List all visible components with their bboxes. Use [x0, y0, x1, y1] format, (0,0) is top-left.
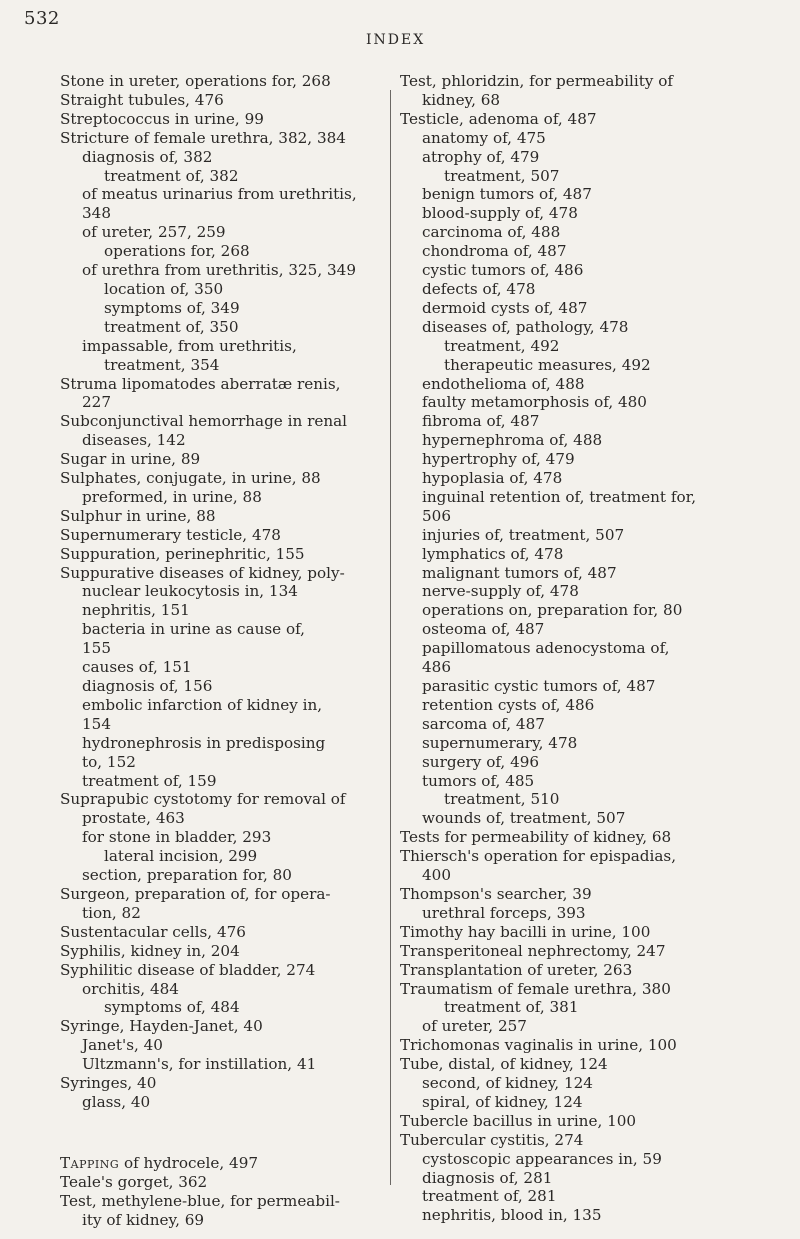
- index-entry: Stone in ureter, operations for, 268: [60, 72, 331, 90]
- index-subentry: blood-supply of, 478: [422, 204, 578, 223]
- index-subentry: diagnosis of, 281: [422, 1168, 553, 1187]
- index-subentry: symptoms of, 349: [104, 298, 240, 317]
- section-gap: [60, 1112, 410, 1154]
- index-subentry: of ureter, 257: [422, 1017, 527, 1036]
- index-subentry: retention cysts of, 486: [422, 695, 595, 714]
- index-subentry: kidney, 68: [422, 90, 501, 109]
- index-subentry: nerve-supply of, 478: [422, 582, 579, 601]
- index-subentry: nephritis, 151: [82, 601, 190, 620]
- index-entry: Transplantation of ureter, 263: [400, 960, 633, 979]
- index-entry: Transperitoneal nephrectomy, 247: [400, 941, 666, 960]
- index-subentry: injuries of, treatment, 507: [422, 525, 625, 544]
- index-subentry: diseases of, pathology, 478: [422, 317, 629, 336]
- index-subentry: nuclear leukocytosis in, 134: [82, 582, 298, 601]
- index-subentry: nephritis, blood in, 135: [422, 1206, 602, 1225]
- index-subentry: 486: [422, 658, 451, 677]
- index-subentry: atrophy of, 479: [422, 147, 540, 166]
- index-subentry: of meatus urinarius from urethritis,: [82, 185, 357, 204]
- index-entry: Suppurative diseases of kidney, poly-: [60, 563, 345, 582]
- index-subentry: symptoms of, 484: [104, 998, 240, 1017]
- index-subentry: for stone in bladder, 293: [82, 828, 272, 847]
- index-subentry: to, 152: [82, 752, 136, 771]
- index-entry: Tube, distal, of kidney, 124: [400, 1055, 608, 1074]
- index-subentry: glass, 40: [82, 1092, 151, 1111]
- index-entry: Syphilis, kidney in, 204: [60, 941, 240, 960]
- index-entry: Traumatism of female urethra, 380: [400, 979, 671, 998]
- index-subentry: bacteria in urine as cause of,: [82, 620, 306, 639]
- index-subentry: treatment of, 350: [104, 317, 239, 336]
- index-entry: Tubercular cystitis, 274: [400, 1130, 584, 1149]
- index-subentry: Ultzmann's, for instillation, 41: [82, 1055, 317, 1074]
- index-entry: Suppuration, perinephritic, 155: [60, 544, 305, 563]
- index-subentry: treatment, 354: [104, 355, 220, 374]
- index-entry: Stricture of female urethra, 382, 384: [60, 128, 346, 147]
- index-subentry: 227: [82, 393, 111, 412]
- index-subentry: carcinoma of, 488: [422, 223, 561, 242]
- index-subentry: treatment, 507: [444, 166, 560, 185]
- index-subentry: 154: [82, 714, 111, 733]
- index-subentry: dermoid cysts of, 487: [422, 298, 588, 317]
- index-entry: Struma lipomatodes aberratæ renis,: [60, 374, 341, 393]
- index-subentry: 155: [82, 639, 111, 658]
- right-index-column: [400, 72, 750, 1225]
- index-subentry: treatment of, 381: [444, 998, 579, 1017]
- index-entry: Testicle, adenoma of, 487: [400, 109, 597, 128]
- index-subentry: surgery of, 496: [422, 752, 540, 771]
- index-subentry: hypertrophy of, 479: [422, 450, 575, 469]
- index-subentry: cystoscopic appearances in, 59: [422, 1149, 662, 1168]
- index-entry: Straight tubules, 476: [60, 90, 224, 109]
- index-entry: Surgeon, preparation of, for opera-: [60, 884, 331, 903]
- index-subentry: hypoplasia of, 478: [422, 469, 563, 488]
- index-subentry: treatment of, 159: [82, 771, 217, 790]
- index-entry: Syringe, Hayden-Janet, 40: [60, 1017, 263, 1036]
- index-subentry: preformed, in urine, 88: [82, 487, 262, 506]
- index-subentry: hypernephroma of, 488: [422, 431, 603, 450]
- index-subentry: tumors of, 485: [422, 771, 535, 790]
- index-subentry: lateral incision, 299: [104, 847, 258, 866]
- index-entry: Subconjunctival hemorrhage in renal: [60, 412, 348, 431]
- index-subentry: operations for, 268: [104, 242, 250, 261]
- index-entry: Test, methylene-blue, for permeabil-: [60, 1191, 340, 1210]
- index-subentry: lymphatics of, 478: [422, 544, 564, 563]
- index-entry: Trichomonas vaginalis in urine, 100: [400, 1036, 677, 1055]
- index-subentry: tion, 82: [82, 903, 141, 922]
- index-subentry: treatment, 510: [444, 790, 560, 809]
- index-subentry: ity of kidney, 69: [82, 1210, 205, 1229]
- index-subentry: treatment of, 281: [422, 1187, 557, 1206]
- index-subentry: benign tumors of, 487: [422, 185, 592, 204]
- index-subentry: inguinal retention of, treatment for,: [422, 487, 697, 506]
- index-subentry: section, preparation for, 80: [82, 866, 292, 885]
- index-subentry: second, of kidney, 124: [422, 1074, 593, 1093]
- index-entry: Syringes, 40: [60, 1074, 157, 1093]
- index-entry: Tapping of hydrocele, 497: [60, 1153, 259, 1172]
- index-subentry: of urethra from urethritis, 325, 349: [82, 261, 356, 280]
- index-subentry: orchitis, 484: [82, 979, 179, 998]
- index-subentry: 506: [422, 506, 451, 525]
- index-subentry: fibroma of, 487: [422, 412, 540, 431]
- index-subentry: faulty metamorphosis of, 480: [422, 393, 647, 412]
- index-entry: Sulphur in urine, 88: [60, 506, 216, 525]
- index-subentry: Janet's, 40: [82, 1036, 163, 1055]
- index-subentry: papillomatous adenocystoma of,: [422, 639, 670, 658]
- index-entry: Thompson's searcher, 39: [400, 884, 592, 903]
- index-subentry: defects of, 478: [422, 279, 536, 298]
- index-subentry: wounds of, treatment, 507: [422, 809, 626, 828]
- index-entry: Tubercle bacillus in urine, 100: [400, 1111, 637, 1130]
- index-subentry: treatment of, 382: [104, 166, 239, 185]
- index-subentry: diagnosis of, 382: [82, 147, 213, 166]
- index-subentry: prostate, 463: [82, 809, 185, 828]
- index-entry: Timothy hay bacilli in urine, 100: [400, 922, 651, 941]
- index-entry: Teale's gorget, 362: [60, 1172, 208, 1191]
- index-subentry: endothelioma of, 488: [422, 374, 585, 393]
- letter-section-head: Tapping: [60, 1153, 120, 1172]
- index-entry: Tests for permeability of kidney, 68: [400, 828, 672, 847]
- index-subentry: 348: [82, 204, 111, 223]
- index-subentry: chondroma of, 487: [422, 242, 567, 261]
- index-subentry: urethral forceps, 393: [422, 903, 586, 922]
- index-subentry: osteoma of, 487: [422, 620, 545, 639]
- index-entry: Test, phloridzin, for permeability of: [400, 72, 673, 90]
- index-subentry: therapeutic measures, 492: [444, 355, 651, 374]
- index-subentry: causes of, 151: [82, 658, 192, 677]
- index-subentry: malignant tumors of, 487: [422, 563, 617, 582]
- index-entry: Syphilitic disease of bladder, 274: [60, 960, 316, 979]
- running-head: INDEX: [366, 32, 426, 48]
- index-subentry: hydronephrosis in predisposing: [82, 733, 326, 752]
- index-subentry: embolic infarction of kidney in,: [82, 695, 323, 714]
- index-entry: Sugar in urine, 89: [60, 450, 201, 469]
- index-subentry: spiral, of kidney, 124: [422, 1092, 583, 1111]
- index-subentry: supernumerary, 478: [422, 733, 578, 752]
- index-entry: Sustentacular cells, 476: [60, 922, 246, 941]
- left-index-column: [60, 72, 410, 1229]
- index-subentry: anatomy of, 475: [422, 128, 546, 147]
- index-entry: Sulphates, conjugate, in urine, 88: [60, 469, 321, 488]
- index-subentry: impassable, from urethritis,: [82, 336, 297, 355]
- index-entry: Streptococcus in urine, 99: [60, 109, 264, 128]
- index-subentry: sarcoma of, 487: [422, 714, 545, 733]
- page-number: 532: [24, 8, 60, 29]
- index-subentry: of ureter, 257, 259: [82, 223, 226, 242]
- index-entry: Thiersch's operation for epispadias,: [400, 847, 677, 866]
- index-subentry: parasitic cystic tumors of, 487: [422, 677, 656, 695]
- index-subentry: diagnosis of, 156: [82, 677, 213, 695]
- index-subentry: diseases, 142: [82, 431, 186, 450]
- column-divider: [390, 90, 391, 1185]
- index-subentry: 400: [422, 866, 451, 885]
- index-subentry: operations on, preparation for, 80: [422, 601, 683, 620]
- index-entry: Supernumerary testicle, 478: [60, 525, 281, 544]
- index-entry: Suprapubic cystotomy for removal of: [60, 790, 346, 809]
- index-subentry: location of, 350: [104, 279, 224, 298]
- index-subentry: treatment, 492: [444, 336, 560, 355]
- index-subentry: cystic tumors of, 486: [422, 261, 584, 280]
